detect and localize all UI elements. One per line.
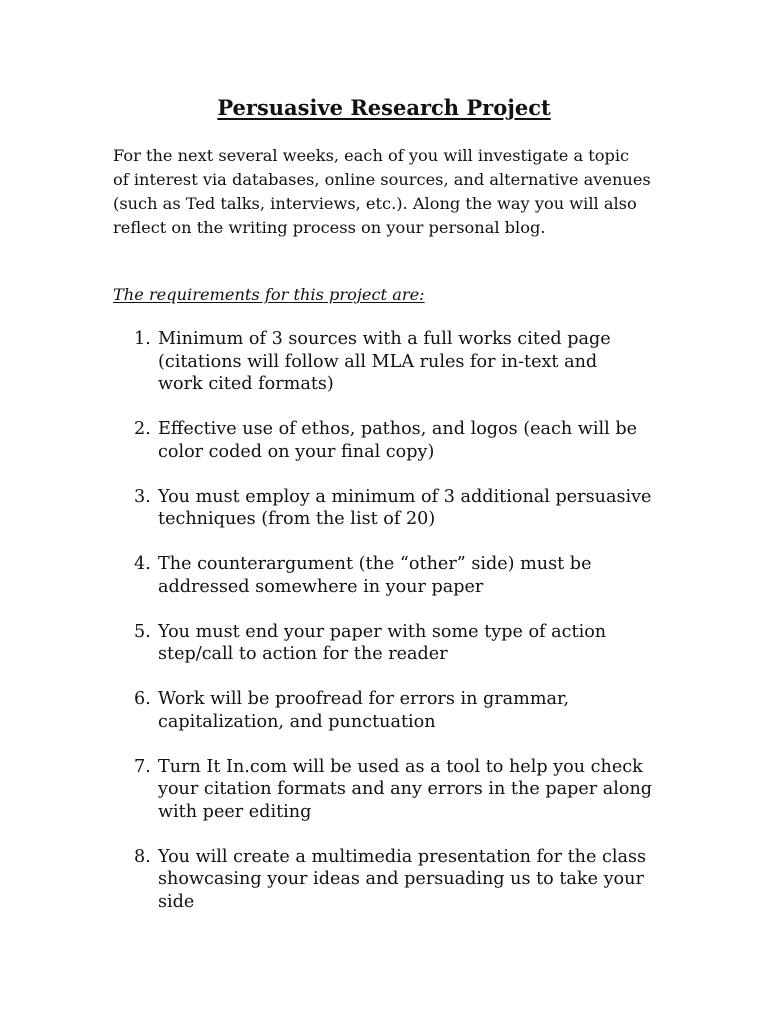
requirement-text-line: You must employ a minimum of 3 additional persuasive	[158, 486, 652, 507]
requirement-item	[113, 553, 673, 598]
requirement-text-line: side	[158, 891, 195, 912]
requirement-number: 1.	[134, 329, 151, 349]
requirement-text-line: color coded on your final copy)	[158, 441, 435, 462]
requirement-item	[113, 418, 673, 463]
requirement-text-line: step/call to action for the reader	[158, 644, 448, 664]
requirement-item	[113, 328, 673, 396]
intro-line: of interest via databases, online sources, and alternative avenues	[113, 170, 651, 189]
requirement-text-line: with peer editing	[158, 801, 312, 822]
requirement-text-line: capitalization, and punctuation	[158, 711, 436, 732]
document-title: Persuasive Research Project	[217, 95, 551, 120]
requirement-text-line: work cited formats)	[158, 374, 334, 394]
requirement-text-line: Minimum of 3 sources with a full works cited page	[158, 329, 611, 349]
requirement-number: 6.	[134, 689, 151, 709]
requirement-text-line: showcasing your ideas and persuading us to take your	[158, 869, 644, 889]
requirement-number: 4.	[134, 554, 151, 574]
requirement-text-line: addressed somewhere in your paper	[158, 576, 484, 597]
requirement-number: 5.	[134, 621, 151, 642]
requirement-number: 7.	[134, 756, 151, 777]
requirement-text-line: Effective use of ethos, pathos, and logos (each will be	[158, 419, 638, 439]
requirement-text-line: techniques (from the list of 20)	[158, 509, 436, 529]
intro-line: reflect on the writing process on your personal blog.	[113, 218, 546, 237]
intro-line: (such as Ted talks, interviews, etc.). Along the way you will also	[113, 194, 637, 213]
requirement-text-line: (citations will follow all MLA rules for in-text and	[158, 351, 598, 372]
requirements-heading: The requirements for this project are:	[113, 285, 425, 304]
requirement-text-line: You will create a multimedia presentation for the class	[158, 846, 647, 867]
requirement-number: 2.	[134, 419, 151, 439]
requirement-item	[113, 621, 673, 666]
requirements-list	[113, 328, 673, 936]
requirement-item	[113, 756, 673, 824]
requirement-item	[113, 846, 673, 914]
requirement-text-line: your citation formats and any errors in the paper along	[158, 779, 653, 799]
intro-paragraph	[113, 144, 673, 240]
requirement-item	[113, 688, 673, 733]
requirement-number: 3.	[134, 486, 151, 507]
intro-line: For the next several weeks, each of you will investigate a topic	[113, 146, 630, 165]
requirement-text-line: Work will be proofread for errors in grammar,	[158, 689, 570, 709]
requirement-text-line: You must end your paper with some type of action	[158, 621, 607, 642]
requirement-item	[113, 486, 673, 531]
requirement-text-line: The counterargument (the “other” side) must be	[158, 554, 592, 574]
requirement-text-line: Turn It In.com will be used as a tool to help you check	[158, 756, 643, 777]
requirement-number: 8.	[134, 846, 151, 867]
